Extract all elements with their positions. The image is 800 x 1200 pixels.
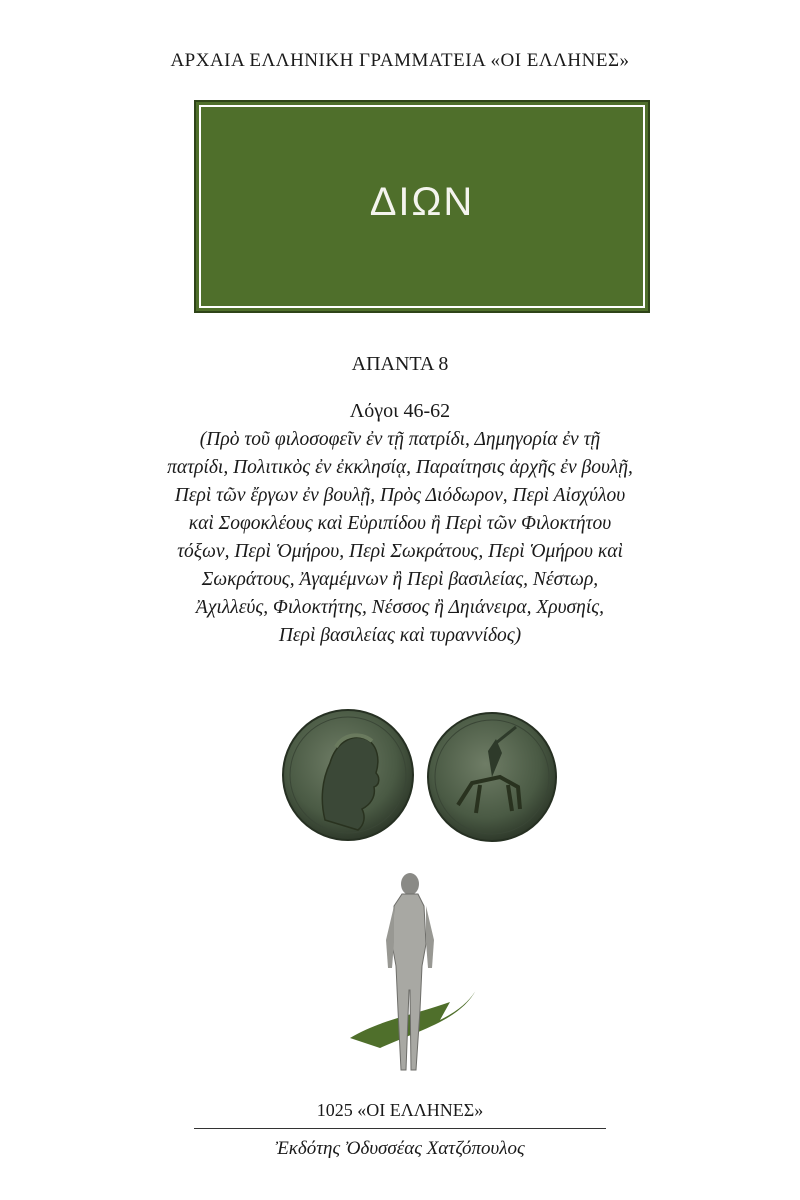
- coin-obverse: [283, 710, 413, 840]
- volume-label: ΑΠΑΝΤΑ 8: [351, 353, 449, 375]
- kouros-statue-logo: [340, 870, 480, 1085]
- series-number: 1025 «ΟΙ ΕΛΛΗΝΕΣ»: [316, 1100, 484, 1120]
- contents-line: πατρίδι, Πολιτικὸς ἐν ἐκκλησίᾳ, Παραίτησις ἀρχῆς ἐν βουλῇ,: [167, 457, 633, 478]
- contents-line: καὶ Σοφοκλέους καὶ Εὐριπίδου ἢ Περὶ τῶν Φιλοκτήτου: [188, 513, 612, 534]
- contents-list: [110, 426, 690, 650]
- contents-line: Περὶ τῶν ἔργων ἐν βουλῇ, Πρὸς Διόδωρον, Περὶ Αἰσχύλου: [174, 485, 626, 506]
- series-title: ΑΡΧΑΙΑ ΕΛΛΗΝΙΚΗ ΓΡΑΜΜΑΤΕΙΑ «ΟΙ ΕΛΛΗΝΕΣ»: [170, 50, 630, 71]
- coins-illustration: [280, 705, 560, 845]
- contents-line: Ἀχιλλεύς, Φιλοκτήτης, Νέσσος ἢ Δηιάνειρα, Χρυσηίς,: [195, 597, 605, 618]
- contents-line: τόξων, Περὶ Ὁμήρου, Περὶ Σωκράτους, Περὶ Ὁμήρου καὶ: [177, 541, 623, 562]
- divider: [194, 1128, 606, 1129]
- contents-line: (Πρὸ τοῦ φιλοσοφεῖν ἐν τῇ πατρίδι, Δημηγορία ἐν τῇ: [199, 429, 601, 450]
- publisher-name: Ἐκδότης Ὀδυσσέας Χατζόπουλος: [275, 1138, 525, 1159]
- author-name: ΔΙΩΝ: [369, 180, 475, 224]
- orations-range: Λόγοι 46-62: [349, 400, 451, 422]
- contents-line: Σωκράτους, Ἀγαμέμνων ἢ Περὶ βασιλείας, Νέστωρ,: [201, 569, 599, 590]
- title-box: [194, 100, 650, 313]
- contents-line: Περὶ βασιλείας καὶ τυραννίδος): [278, 625, 522, 646]
- coin-reverse: [428, 713, 556, 841]
